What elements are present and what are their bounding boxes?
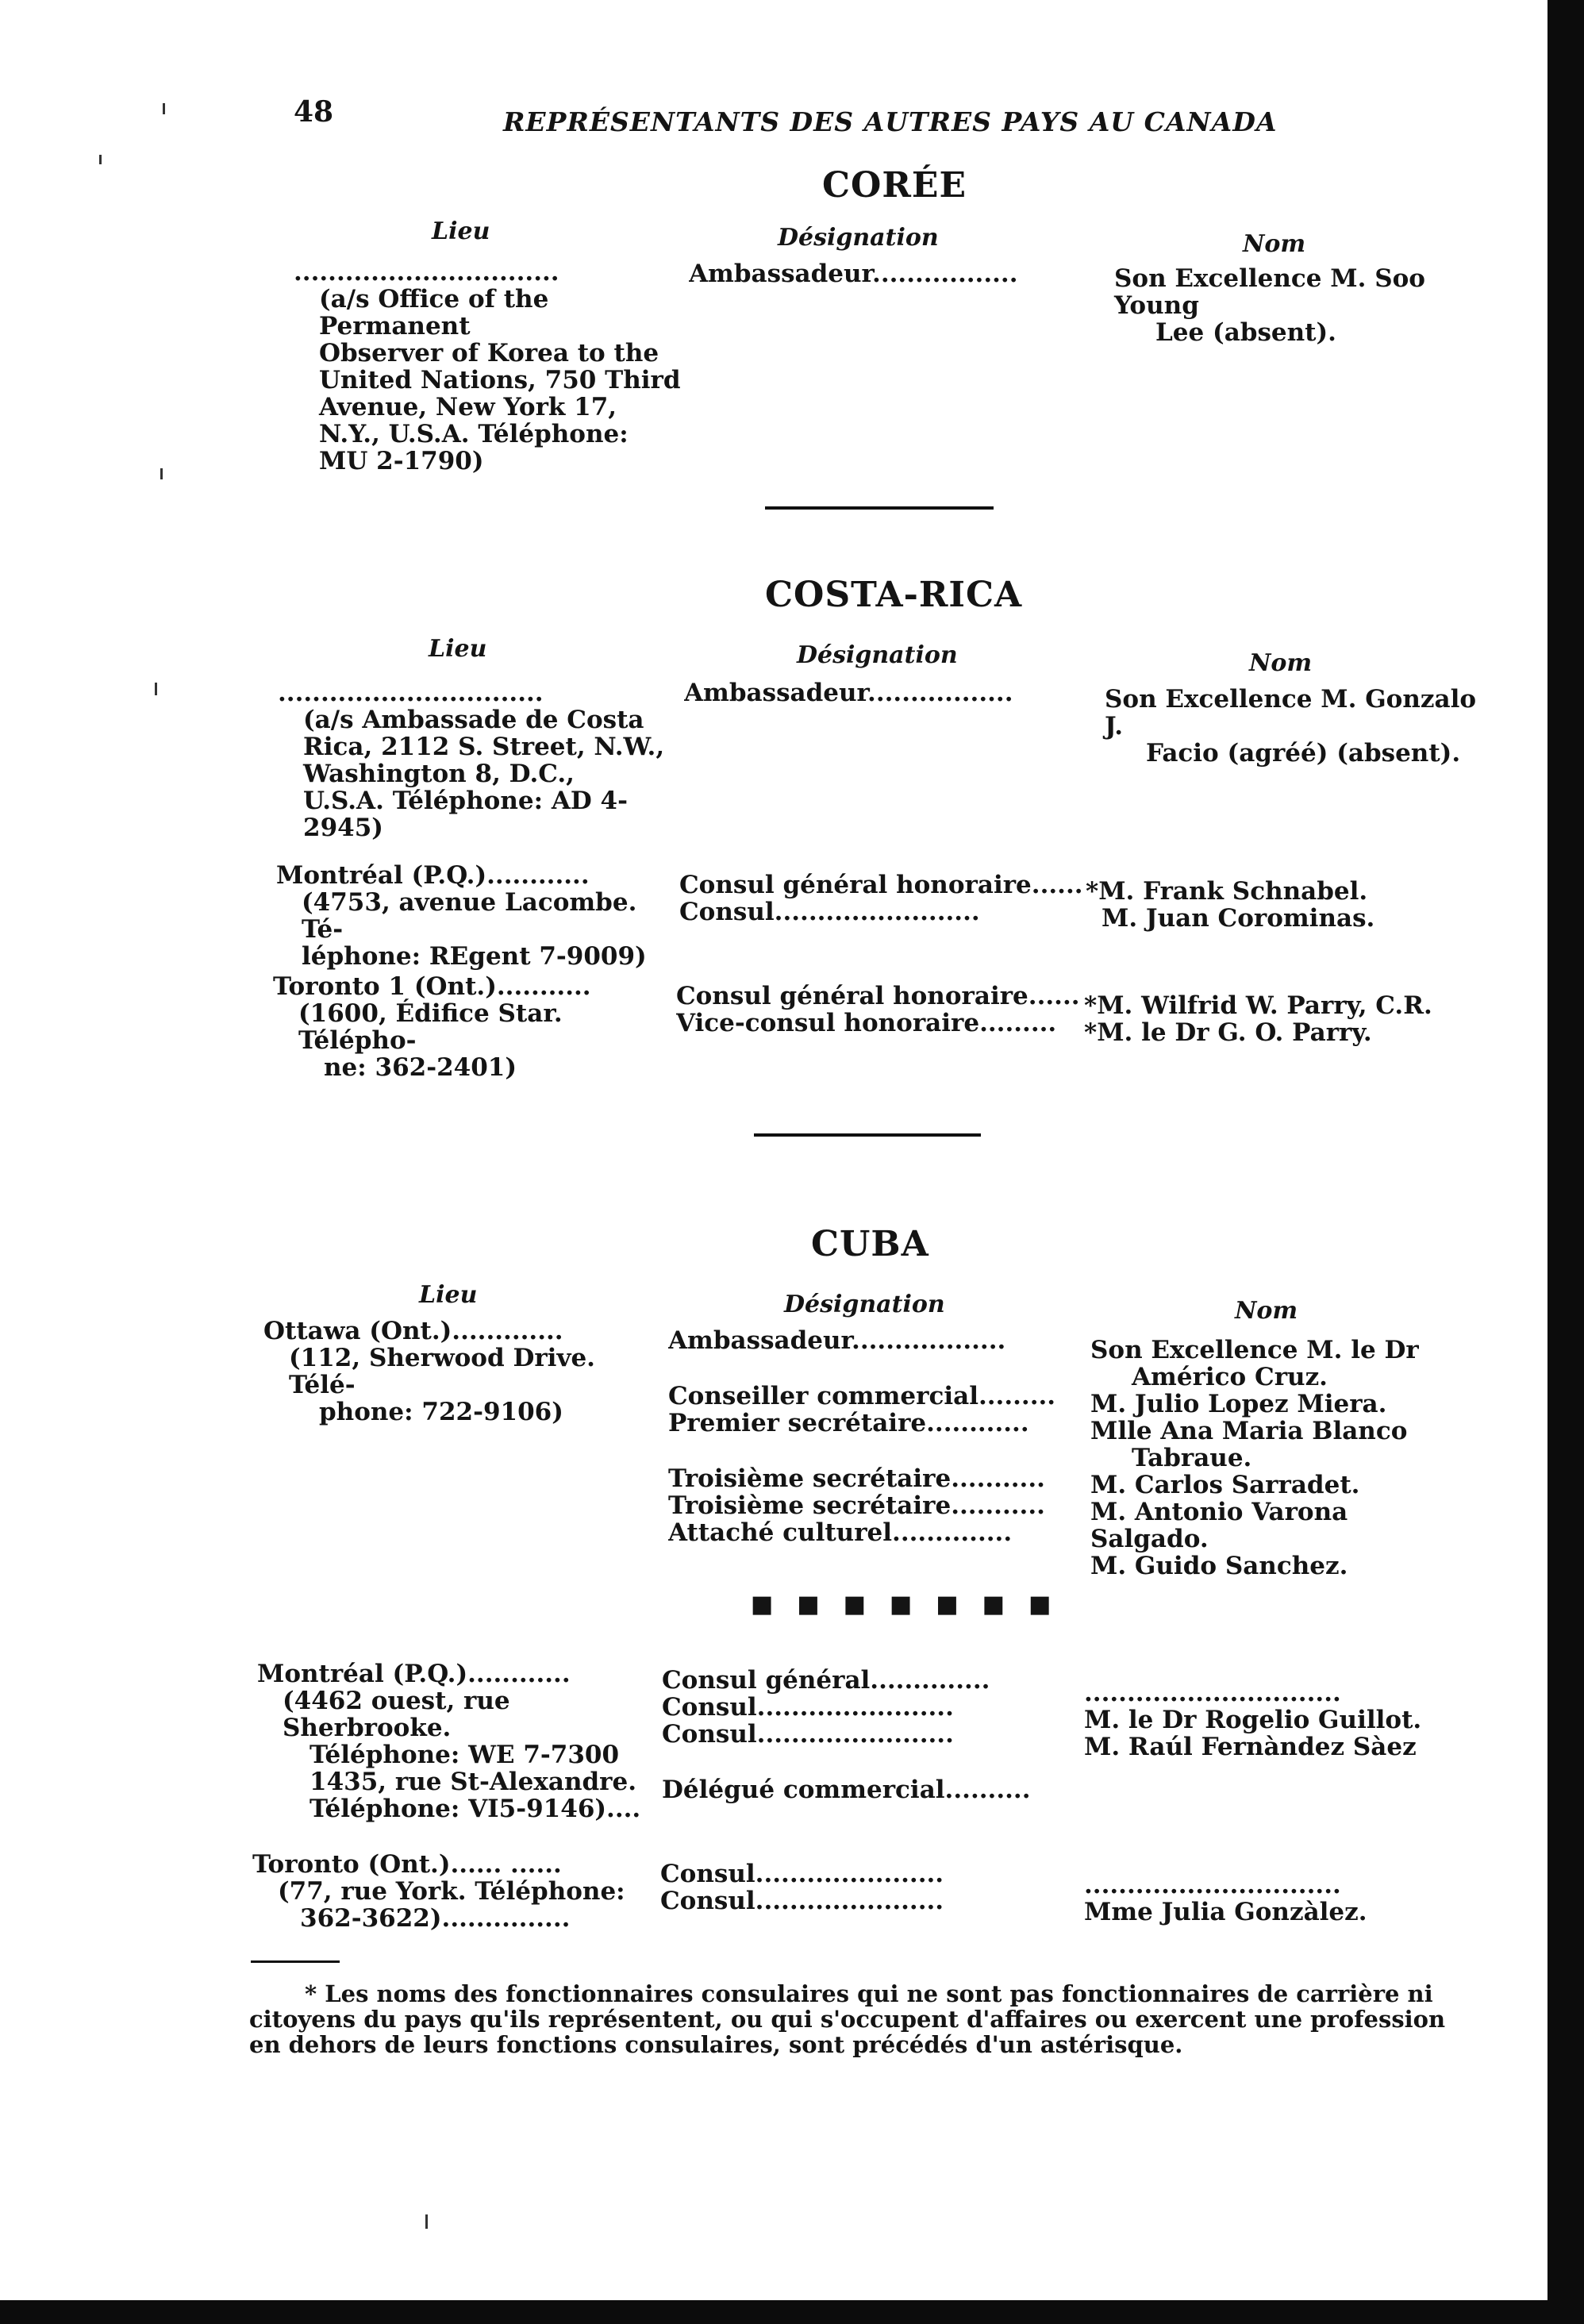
scan-edge-bottom [0,2300,1584,2324]
scan-speck [425,2214,428,2229]
designation-line: Ambassadeur................. [689,260,1018,287]
lieu-dots: ............................... [278,679,544,707]
scan-speck [155,683,157,695]
nom-line: *M. le Dr G. O. Parry. [1084,1018,1372,1047]
section-title-costa-rica: COSTA-RICA [765,575,1023,615]
designation-line: Consul........................ [679,898,980,925]
footnote-rule [251,1960,340,1963]
nom-line: Son Excellence M. Gonzalo J. [1105,685,1477,741]
costa-rica-designation-1 [684,679,1089,706]
designation-line: Troisième secrétaire........... [668,1492,1045,1519]
lieu-dots: ............................... [294,258,559,287]
column-header-lieu: Lieu [429,635,487,663]
column-header-nom: Nom [1243,230,1306,258]
cuba-lieu-ottawa [263,1318,652,1426]
nom-line: Mlle Ana Maria Blanco [1090,1417,1408,1445]
lieu-line: N.Y., U.S.A. Téléphone: [319,420,629,448]
designation-line: Ambassadeur.................. [668,1327,1006,1354]
lieu-city: Toronto 1 (Ont.)........... [273,972,591,1001]
cuba-designations-toronto [660,1860,1065,1914]
lieu-line: (112, Sherwood Drive. Télé- [289,1344,595,1399]
coree-nom [1114,265,1487,346]
costa-rica-nom-2 [1086,878,1459,932]
cuba-noms-montreal [1084,1680,1457,1760]
designation-line: Ambassadeur................. [684,679,1013,706]
designation-line: Consul....................... [662,1721,954,1748]
lieu-city: Montréal (P.Q.)............ [276,861,590,890]
lieu-line: United Nations, 750 Third [319,366,681,394]
nom-line: Américo Cruz. [1132,1363,1328,1391]
designation-line: Consul...................... [660,1887,944,1914]
cuba-lieu-toronto [252,1851,641,1932]
nom-line: *M. Wilfrid W. Parry, C.R. [1084,991,1432,1020]
cuba-designations-ottawa [668,1327,1073,1546]
section-divider [754,1133,981,1137]
scan-edge-right [1547,0,1584,2324]
designation-line: Consul...................... [660,1860,944,1887]
lieu-line: léphone: REgent 7-9009) [302,942,647,971]
lieu-city: Ottawa (Ont.)............. [263,1317,563,1345]
costa-rica-lieu-1 [278,679,667,841]
designation-line: Consul général.............. [662,1667,990,1694]
nom-line: M. le Dr Rogelio Guillot. [1084,1706,1422,1734]
lieu-line: (77, rue York. Téléphone: [278,1877,625,1906]
lieu-city: Toronto (Ont.)...... ...... [252,1850,562,1879]
lieu-line: Observer of Korea to the [319,339,659,367]
nom-line: .............................. [1084,1871,1341,1899]
lieu-line: Téléphone: WE 7-7300 [309,1741,620,1769]
costa-rica-nom-3 [1084,992,1457,1046]
cuba-noms-ottawa [1090,1337,1463,1579]
scan-speck [160,468,163,479]
designation-line: Délégué commercial.......... [662,1776,1031,1803]
section-divider [765,506,994,510]
designation-line: Attaché culturel.............. [668,1519,1013,1546]
costa-rica-nom-1 [1105,686,1478,767]
nom-line: Facio (agréé) (absent). [1146,739,1461,768]
section-title-coree: CORÉE [822,165,967,206]
nom-line: Tabraue. [1132,1444,1252,1472]
lieu-line: Téléphone: VI5-9146).... [309,1795,641,1823]
coree-lieu [294,259,682,475]
nom-line: M. Antonio Varona Salgado. [1090,1498,1348,1553]
lieu-line: (a/s Ambassade de Costa [303,706,644,734]
section-title-cuba: CUBA [811,1224,929,1264]
column-header-lieu: Lieu [419,1281,478,1309]
nom-line: *M. Frank Schnabel. [1086,877,1368,906]
lieu-line: Avenue, New York 17, [319,393,617,421]
lieu-line: ne: 362-2401) [324,1053,517,1082]
lieu-line: (4462 ouest, rue Sherbrooke. [283,1687,510,1742]
costa-rica-designation-3 [676,983,1081,1037]
lieu-line: (1600, Édifice Star. Télépho- [298,999,563,1055]
designation-line: Troisième secrétaire........... [668,1465,1045,1492]
lieu-line: 362-3622)............... [300,1904,571,1933]
designation-line: Vice-consul honoraire......... [676,1010,1057,1037]
page-number: 48 [294,95,334,129]
nom-line: M. Julio Lopez Miera. [1090,1390,1387,1418]
lieu-line: 1435, rue St-Alexandre. [309,1768,637,1796]
lieu-line: Rica, 2112 S. Street, N.W., [303,733,665,761]
footnote [249,1981,1455,2057]
column-header-designation: Désignation [778,224,939,252]
nom-line: .............................. [1084,1679,1341,1707]
costa-rica-lieu-3 [273,973,662,1081]
column-header-lieu: Lieu [432,217,490,245]
lieu-line: phone: 722-9106) [319,1398,563,1426]
lieu-line: 2945) [303,814,383,842]
column-header-designation: Désignation [784,1291,945,1318]
column-header-nom: Nom [1249,649,1313,677]
nom-line: Lee (absent). [1155,318,1336,347]
column-header-designation: Désignation [797,641,958,669]
scan-speck [163,103,165,114]
cuba-lieu-montreal [257,1660,646,1822]
separator-bullets: ■■■■■■■ [751,1591,1075,1618]
footnote-text: * Les noms des fonctionnaires consulaires qui ne sont pas fonctionnaires de carrière ni citoyens du pays qu'ils représentent, ou qui s'occupent d'affaires ou exercent une profession en dehors de leurs fonctions consulaires, sont précédés d'un astérisque. [249,1980,1446,2058]
nom-line: M. Juan Corominas. [1101,904,1375,933]
designation-line: Premier secrétaire............ [668,1410,1029,1437]
lieu-line: U.S.A. Téléphone: AD 4- [303,787,628,815]
designation-line: Consul....................... [662,1694,954,1721]
lieu-line: (a/s Office of the Permanent [319,285,549,341]
designation-line: Consul général honoraire...... [679,872,1083,898]
lieu-line: MU 2-1790) [319,447,484,475]
nom-line: Son Excellence M. Soo Young [1114,264,1425,320]
costa-rica-lieu-2 [276,862,665,970]
nom-line: M. Guido Sanchez. [1090,1552,1348,1580]
designation-line: Conseiller commercial......... [668,1383,1056,1410]
nom-line: M. Carlos Sarradet. [1090,1471,1360,1499]
lieu-city: Montréal (P.Q.)............ [257,1660,571,1688]
costa-rica-designation-2 [679,872,1084,925]
scan-speck [99,155,102,164]
cuba-noms-toronto [1084,1872,1457,1926]
nom-line: M. Raúl Fernàndez Sàez [1084,1733,1417,1761]
designation-line: Consul général honoraire...... [676,983,1080,1010]
coree-designation [689,260,1094,287]
running-head: REPRÉSENTANTS DES AUTRES PAYS AU CANADA [503,106,1278,137]
lieu-line: Washington 8, D.C., [303,760,575,788]
column-header-nom: Nom [1235,1297,1298,1325]
lieu-line: (4753, avenue Lacombe. Té- [302,888,637,944]
cuba-designations-montreal [662,1667,1067,1803]
nom-line: Son Excellence M. le Dr [1090,1336,1419,1364]
nom-line: Mme Julia Gonzàlez. [1084,1898,1367,1926]
